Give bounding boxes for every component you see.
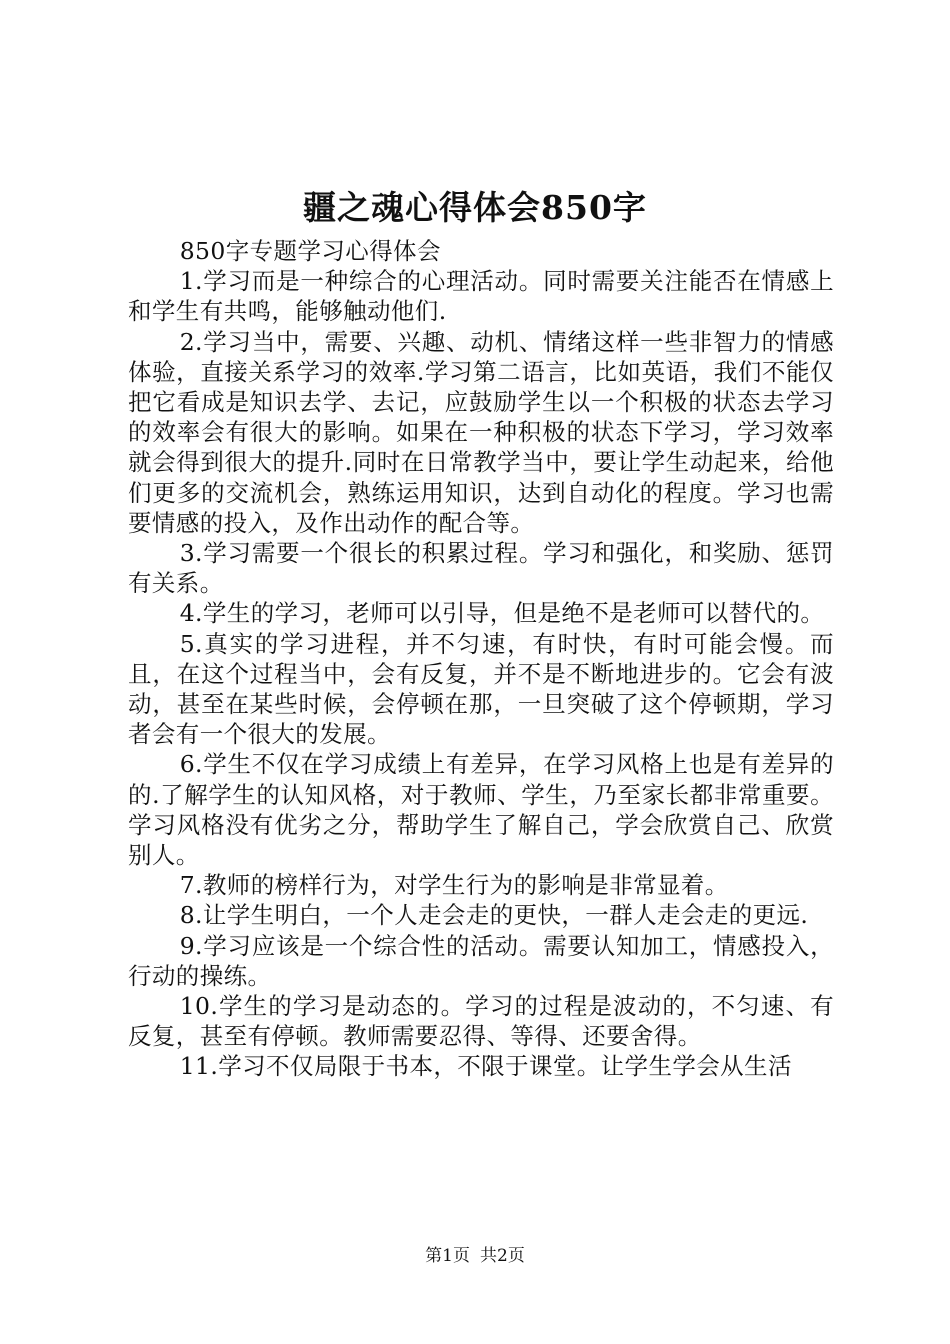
- paragraph: 11.学习不仅局限于书本，不限于课堂。让学生学会从生活: [179, 1052, 792, 1081]
- paragraph: 6.学生不仅在学习成绩上有差异，在学习风格上也是有差异的的.了解学生的认知风格，对于教师、学生，乃至家长都非常重要。学习风格没有优劣之分，帮助学生了解自己，学会欣赏自己、欣赏别人。: [128, 750, 834, 870]
- paragraph: 9.学习应该是一个综合性的活动。需要认知加工，情感投入，行动的操练。: [128, 931, 834, 990]
- page-number-total: 共2页: [480, 1246, 525, 1266]
- paragraph: 8.让学生明白，一个人走会走的更快，一群人走会走的更远.: [179, 901, 809, 930]
- page-number-current: 第1页: [425, 1246, 470, 1266]
- document-body: [128, 236, 834, 1082]
- subtitle: 850字专题学习心得体会: [179, 237, 441, 265]
- paragraph: 5.真实的学习进程，并不匀速，有时快，有时可能会慢。而且，在这个过程当中，会有反复，并不是不断地进步的。它会有波动，甚至在某些时候，会停顿在那，一旦突破了这个停顿期，学习者会有一个很大的发展。: [128, 629, 834, 749]
- paragraph: 2.学习当中，需要、兴趣、动机、情绪这样一些非智力的情感体验，直接关系学习的效率.学习第二语言，比如英语，我们不能仅把它看成是知识去学、去记，应鼓励学生以一个积极的状态去学习的效率会有很大的影响。如果在一种积极的状态下学习，学习效率就会得到很大的提升.同时在日常教学当中，要让学生动起来，给他们更多的交流机会，熟练运用知识，达到自动化的程度。学习也需要情感的投入，及作出动作的配合等。: [128, 327, 834, 537]
- paragraph: 4.学生的学习，老师可以引导，但是绝不是老师可以替代的。: [179, 599, 825, 628]
- paragraph: 3.学习需要一个很长的积累过程。学习和强化，和奖励、惩罚有关系。: [128, 539, 834, 598]
- paragraph: 1.学习而是一种综合的心理活动。同时需要关注能否在情感上和学生有共鸣，能够触动他们.: [128, 267, 834, 326]
- paragraph: 10.学生的学习是动态的。学习的过程是波动的，不匀速、有反复，甚至有停顿。教师需要忍得、等得、还要舍得。: [128, 992, 834, 1051]
- page-title: 疆之魂心得体会850字: [303, 188, 647, 227]
- page-footer: [0, 1244, 950, 1268]
- paragraph: 7.教师的榜样行为，对学生行为的影响是非常显着。: [179, 871, 729, 900]
